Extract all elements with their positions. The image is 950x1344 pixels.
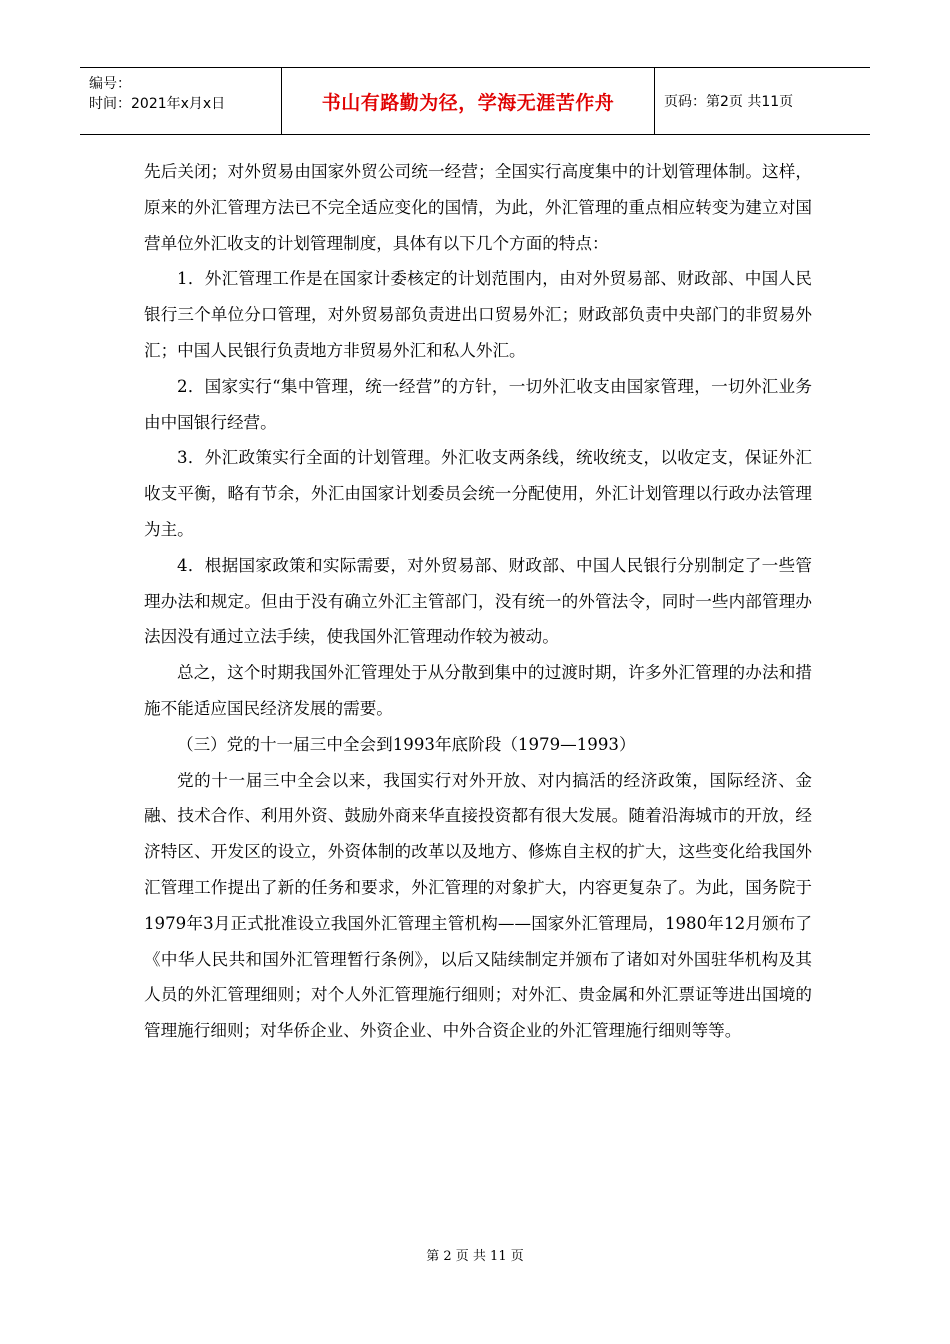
time-label: 时间：2021年x月x日 <box>89 96 226 112</box>
paragraph: 党的十一届三中全会以来，我国实行对外开放、对内搞活的经济政策，国际经济、金融、技术合作、利用外资、鼓励外商来华直接投资都有很大发展。随着沿海城市的开放，经济特区、开发区的设立，外资体制的改革以及地方、修炼自主权的扩大，这些变化给我国外汇管理工作提出了新的任务和要求，外汇管理的对象扩大，内容更复杂了。为此，国务院于1979年3月正式批准设立我国外汇管理主管机构——国家外汇管理局，1980年12月颁布了《中华人民共和国外汇管理暂行条例》，以后又陆续制定并颁布了诸如对外国驻华机构及其人员的外汇管理细则；对个人外汇管理施行细则；对外汇、贵金属和外汇票证等进出国境的管理施行细则；对华侨企业、外资企业、中外合资企业的外汇管理施行细则等等。 <box>144 770 812 1041</box>
body-text <box>144 154 812 1049</box>
header-motto-cell <box>281 68 655 134</box>
page-footer <box>0 1245 950 1264</box>
footer-page-number: 第 2 页 共 11 页 <box>426 1249 524 1264</box>
paragraph: 先后关闭；对外贸易由国家外贸公司统一经营；全国实行高度集中的计划管理体制。这样，原来的外汇管理方法已不完全适应变化的国情，为此，外汇管理的重点相应转变为建立对国营单位外汇收支的计划管理制度，具体有以下几个方面的特点： <box>144 162 812 253</box>
paragraph: 4．根据国家政策和实际需要，对外贸易部、财政部、中国人民银行分别制定了一些管理办法和规定。但由于没有确立外汇主管部门，没有统一的外管法令，同时一些内部管理办法因没有通过立法手续，使我国外汇管理动作较为被动。 <box>144 555 812 647</box>
page-info: 页码：第2页 共11页 <box>664 94 794 110</box>
paragraph: 3．外汇政策实行全面的计划管理。外汇收支两条线，统收统支，以收定支，保证外汇收支平衡，略有节余，外汇由国家计划委员会统一分配使用，外汇计划管理以行政办法管理为主。 <box>144 448 812 539</box>
motto-text: 书山有路勤为径，学海无涯苦作舟 <box>321 91 615 114</box>
paragraph: 1．外汇管理工作是在国家计委核定的计划范围内，由对外贸易部、财政部、中国人民银行三个单位分口管理，对外贸易部负责进出口贸易外汇；财政部负责中央部门的非贸易外汇；中国人民银行负责地方非贸易外汇和私人外汇。 <box>144 269 812 360</box>
section-heading: （三）党的十一届三中全会到1993年底阶段（1979—1993） <box>177 734 636 754</box>
page-header <box>80 67 870 135</box>
number-label: 编号： <box>89 76 131 92</box>
header-page-cell <box>655 68 870 134</box>
paragraph: 2．国家实行“集中管理，统一经营”的方针，一切外汇收支由国家管理，一切外汇业务由中国银行经营。 <box>144 376 812 432</box>
header-meta-cell <box>80 68 281 134</box>
paragraph: 总之，这个时期我国外汇管理处于从分散到集中的过渡时期，许多外汇管理的办法和措施不能适应国民经济发展的需要。 <box>144 663 812 718</box>
